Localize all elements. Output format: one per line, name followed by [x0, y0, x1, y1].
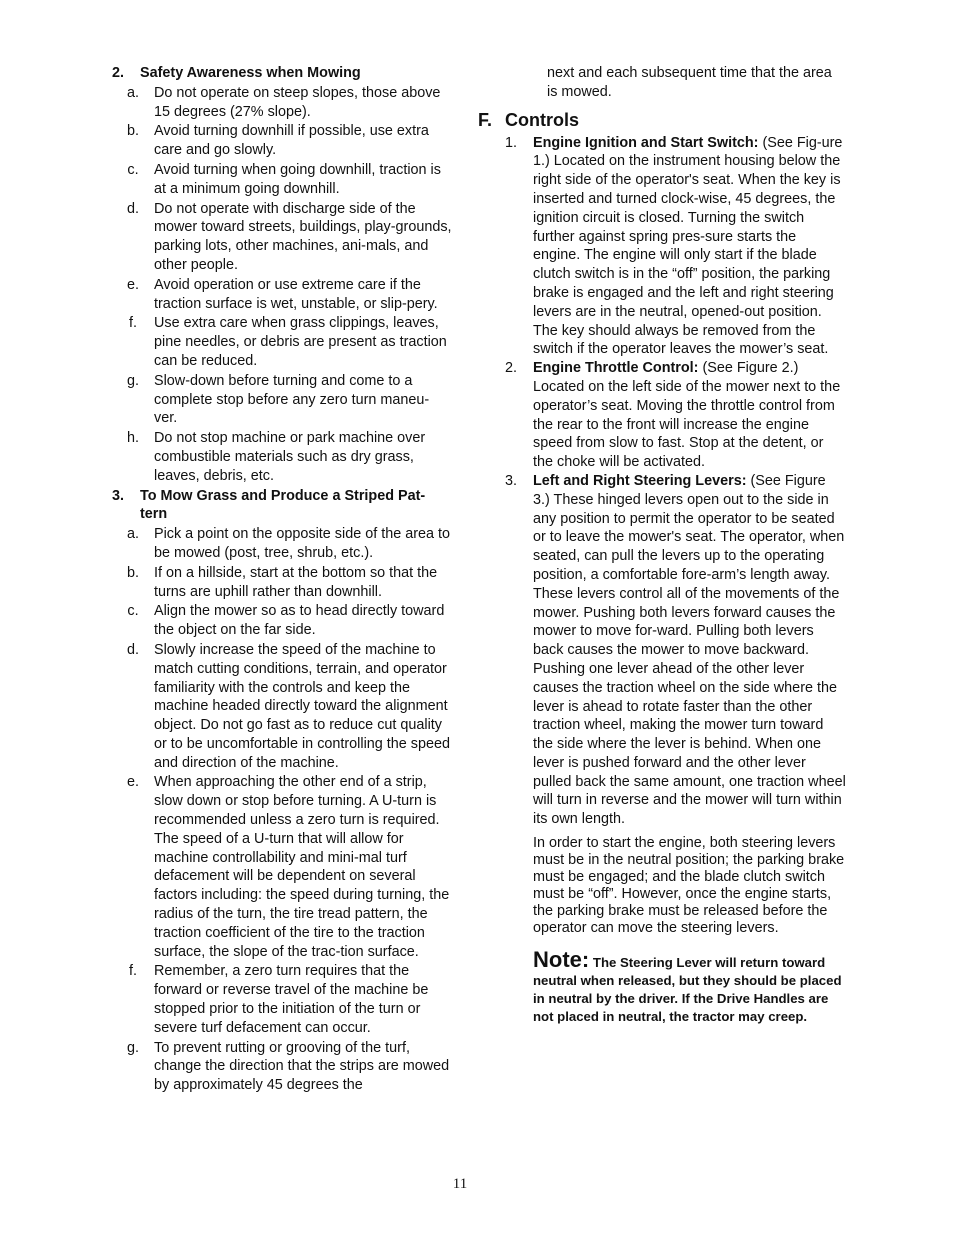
control-number: 3. [505, 472, 518, 489]
item-marker: f. [129, 315, 137, 332]
control-text [533, 472, 846, 829]
right-column [478, 64, 846, 1040]
item-marker: b. [126, 123, 139, 140]
item-text: Remember, a zero turn requires that the forward or reverse travel of the machine be stopped prior to the initiation of the turn or severe turf defacement can occur. [154, 963, 429, 1036]
list-item [112, 314, 452, 370]
note-text: The Steering Lever will return toward neutral when released, but they should be placed in neutral by the driver. If the Drive Handles are not placed in neutral, the tractor may creep. [533, 955, 842, 1025]
controls-heading [478, 108, 846, 132]
item-marker: c. [127, 161, 139, 178]
section-2-heading [112, 64, 452, 83]
list-item [112, 564, 452, 602]
item-text: Avoid operation or use extreme care if the traction surface is wet, unstable, or slip-pery. [154, 276, 438, 312]
control-description: (See Fig-ure 1.) Located on the instrument housing below the right side of the operator's seat. When the key is inserted and turned clock-wise, 45 degrees, the ignition circuit is closed. Turning the switch further against spring pres-sure starts the engine. The engine will only start if the blade clutch switch is in the “off” position, the parking brake is engaged and the left and right steering levers are in the neutral, opened-out position. The key should always be removed from the switch if the operator leaves the mower’s seat. [533, 134, 843, 358]
item-marker: e. [126, 276, 139, 293]
list-item [112, 122, 452, 160]
control-label: Engine Throttle Control: [533, 360, 699, 377]
list-item [112, 276, 452, 314]
controls-list [478, 134, 846, 829]
item-marker: f. [129, 963, 137, 980]
left-column [112, 64, 452, 1095]
item-marker: g. [126, 1039, 139, 1056]
list-item [112, 602, 452, 640]
list-item [112, 641, 452, 773]
section-number: 3. [112, 487, 125, 504]
item-text: Use extra care when grass clippings, leaves, pine needles, or debris are present as traction can be reduced. [154, 315, 447, 369]
control-text [533, 359, 846, 472]
item-marker: b. [126, 564, 139, 581]
control-item [478, 359, 846, 472]
item-marker: d. [126, 641, 139, 658]
item-text: When approaching the other end of a strip, slow down or stop before turning. A U-turn is recommended unless a zero turn is required. The speed of a U-turn that will allow for machine controllability and mini-mal turf defacement will be dependent on several factors including: the speed during turning, the radius of the turn, the tire tread pattern, the traction coefficient of the tire to the traction surface, the slope of the trac-tion surface. [154, 774, 450, 960]
list-item [112, 773, 452, 961]
control-number: 1. [505, 134, 518, 151]
list-item [112, 962, 452, 1037]
list-item [112, 84, 452, 122]
section-title: Safety Awareness when Mowing [140, 65, 361, 81]
item-text: Avoid turning when going downhill, traction is at a minimum going downhill. [154, 161, 441, 197]
item-text: Do not operate on steep slopes, those above 15 degrees (27% slope). [154, 84, 441, 120]
item-marker: a. [126, 84, 139, 101]
item-text: Do not operate with discharge side of the mower toward streets, buildings, play-grounds, parking lots, other machines, ani-mals, and other people. [154, 200, 452, 273]
item-marker: e. [126, 774, 139, 791]
section-2-list [112, 84, 452, 486]
list-item [112, 200, 452, 275]
section-number: 2. [112, 65, 125, 81]
list-item [112, 161, 452, 199]
note-block [533, 947, 846, 1026]
item-text: To prevent rutting or grooving of the turf, change the direction that the strips are mowed by approximately 45 degrees the [154, 1039, 450, 1094]
item-marker: h. [126, 430, 139, 447]
continued-text: next and each subsequent time that the area is mowed. [547, 65, 832, 100]
item-text: Slow-down before turning and come to a complete stop before any zero turn maneu-ver. [154, 372, 430, 427]
item-marker: c. [127, 603, 139, 620]
control-label: Engine Ignition and Start Switch: [533, 134, 759, 151]
control-item [478, 134, 846, 360]
start-engine-paragraph: In order to start the engine, both steering levers must be in the neutral position; the parking brake must be engaged; and the blade clutch switch must be “off”. However, once the engine starts, the parking brake must be released before the operator can move the steering levers. [533, 835, 845, 937]
item-text: Pick a point on the opposite side of the area to be mowed (post, tree, shrub, etc.). [154, 526, 451, 561]
section-title: Controls [505, 109, 579, 130]
control-text [533, 134, 846, 360]
control-item [478, 472, 846, 829]
control-description: (See Figure 2.) Located on the left side of the mower next to the operator’s seat. Moving the throttle control from the rear to the front will increase the engine speed from slow to fast. Stop at the detent, or the choke will be activated. [533, 360, 841, 471]
section-letter: F. [478, 109, 493, 130]
item-text: Avoid turning downhill if possible, use extra care and go slowly. [154, 123, 429, 159]
item-marker: g. [126, 372, 139, 389]
section-3-heading [112, 487, 452, 525]
item-text: If on a hillside, start at the bottom so that the turns are uphill rather than downhill. [154, 564, 438, 600]
item-text: Do not stop machine or park machine over combustible materials such as dry grass, leaves, debris, etc. [154, 430, 426, 484]
note-label: Note: [533, 947, 590, 973]
item-marker: d. [126, 200, 139, 217]
control-description: (See Figure 3.) These hinged levers open out to the side in any position to permit the operator to be seated or to leave the mower's seat. The operator, when seated, can pull the levers up to the operating position, a comfortable fore-arm’s length away. These levers control all of the movements of the mower. Pushing both levers forward causes the mower to move for-ward. Pulling both levers back causes the mower to move backward. Pushing one lever ahead of the other lever causes the traction wheel on the side where the lever is ahead to rotate faster than the other traction wheel, making the mower turn toward the side where the lever is behind. When one lever is pushed forward and the other lever pulled back the same amount, one traction wheel will turn in reverse and the mower will turn within its own length. [533, 472, 846, 828]
list-item [112, 372, 452, 428]
item-marker: a. [126, 526, 139, 543]
item-text: Slowly increase the speed of the machine to match cutting conditions, terrain, and operator familiarity with the controls and keep the machine headed directly toward the alignment object. Do not go fast as to reduce cut quality or to be uncomfortable in controlling the speed and direction of the machine. [154, 641, 450, 771]
list-item [112, 429, 452, 485]
page-number: 11 [452, 1176, 468, 1192]
list-item [112, 525, 452, 563]
item-text: Align the mower so as to head directly toward the object on the far side. [154, 603, 445, 639]
control-label: Left and Right Steering Levers: [533, 472, 747, 489]
control-number: 2. [505, 360, 518, 377]
section-title: To Mow Grass and Produce a Striped Pat-tern [140, 487, 426, 523]
list-item [112, 1039, 452, 1095]
section-3-list [112, 525, 452, 1095]
